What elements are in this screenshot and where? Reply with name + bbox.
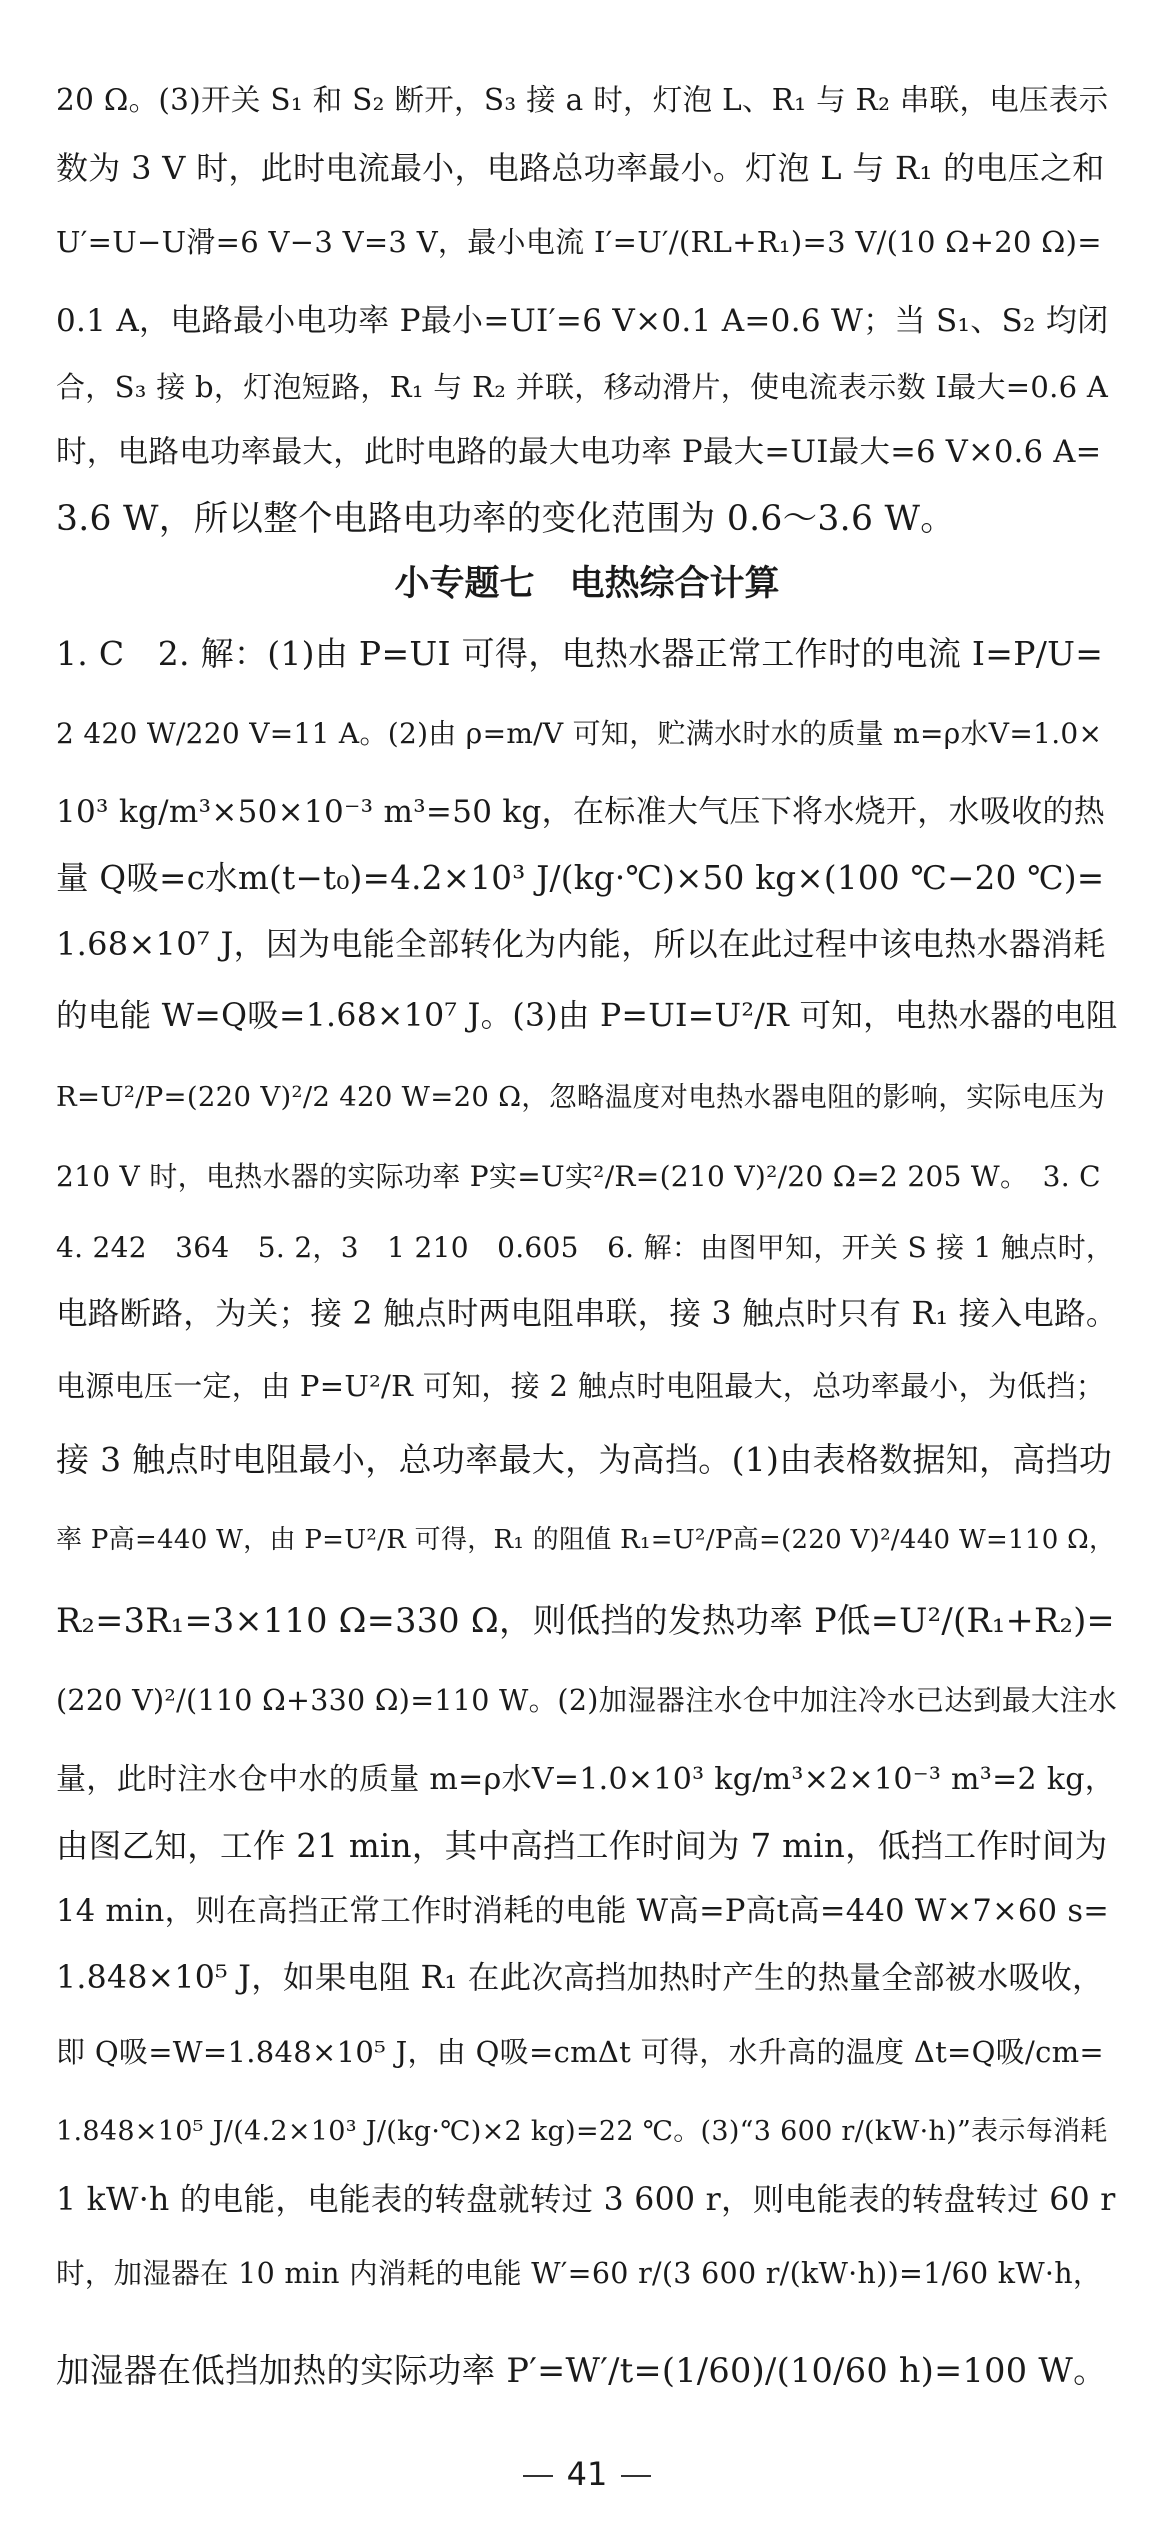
page-number [0,2455,1174,2493]
text-line: 数为 3 V 时，此时电流最小，电路总功率最小。灯泡 L 与 R₁ 的电压之和 [56,149,1105,187]
text-line: 接 3 触点时电阻最小，总功率最大，为高挡。(1)由表格数据知，高挡功 [56,1440,1113,1479]
text-line: 时，电路电功率最大，此时电路的最大电功率 P最大=UI最大=6 V×0.6 A= [56,435,1102,470]
text-line: 率 P高=440 W，由 P=U²/R 可得，R₁ 的阻值 R₁=U²/P高=(220 V)²/440 W=110 Ω， [56,1525,1116,1555]
text-line: 合，S₃ 接 b，灯泡短路，R₁ 与 R₂ 并联，移动滑片，使电流表示数 I最大=0.6 A [56,370,1109,404]
text-line: 1 kW·h 的电能，电能表的转盘就转过 3 600 r，则电能表的转盘转过 60 r [56,2182,1116,2218]
text-line: R=U²/P=(220 V)²/2 420 W=20 Ω，忽略温度对电热水器电阻的影响，实际电压为 [56,1081,1106,1113]
text-line: 加湿器在低挡加热的实际功率 P′=W′/t=(1/60)/(10/60 h)=100 W。 [56,2351,1107,2390]
text-line: 210 V 时，电热水器的实际功率 P实=U实²/R=(210 V)²/20 Ω=2 205 W。 3. C [56,1160,1101,1193]
text-line: 4. 242 364 5. 2，3 1 210 0.605 6. 解：由图甲知，开关 S 接 1 触点时， [56,1231,1115,1264]
text-line: 电源电压一定，由 P=U²/R 可知，接 2 触点时电阻最大，总功率最小，为低挡； [56,1369,1106,1403]
text-line: 14 min，则在高挡正常工作时消耗的电能 W高=P高t高=440 W×7×60 s= [56,1894,1110,1929]
text-line: R₂=3R₁=3×110 Ω=330 Ω，则低挡的发热功率 P低=U²/(R₁+R₂)= [56,1601,1115,1640]
text-line: 20 Ω。(3)开关 S₁ 和 S₂ 断开，S₃ 接 a 时，灯泡 L、R₁ 与 R₂ 串联，电压表示 [56,83,1109,117]
text-line: (220 V)²/(110 Ω+330 Ω)=110 W。(2)加湿器注水仓中加注冷水已达到最大注水 [56,1684,1118,1717]
text-line: 2 420 W/220 V=11 A。(2)由 ρ=m/V 可知，贮满水时水的质量 m=ρ水V=1.0× [56,717,1103,750]
text-line: 1.68×10⁷ J，因为电能全部转化为内能，所以在此过程中该电热水器消耗 [56,925,1106,963]
text-line: 1.848×10⁵ J/(4.2×10³ J/(kg·℃)×2 kg)=22 ℃。(3)“3 600 r/(kW·h)”表示每消耗 [56,2116,1108,2147]
text-line: 量，此时注水仓中水的质量 m=ρ水V=1.0×10³ kg/m³×2×10⁻³ m³=2 kg， [56,1762,1116,1797]
text-line: 0.1 A，电路最小电功率 P最小=UI′=6 V×0.1 A=0.6 W；当 S₁、S₂ 均闭 [56,303,1109,339]
text-line: 时，加湿器在 10 min 内消耗的电能 W′=60 r/(3 600 r/(kW·h))=1/60 kW·h， [56,2257,1102,2290]
text-line: 10³ kg/m³×50×10⁻³ m³=50 kg，在标准大气压下将水烧开，水吸收的热 [56,794,1106,830]
text-line: 1.848×10⁵ J，如果电阻 R₁ 在此次高挡加热时产生的热量全部被水吸收， [56,1960,1104,1996]
text-line: 3.6 W，所以整个电路电功率的变化范围为 0.6～3.6 W。 [56,499,956,539]
text-line: U′=U−U滑=6 V−3 V=3 V，最小电流 I′=U′/(RL+R₁)=3 V/(10 Ω+20 Ω)= [56,225,1102,259]
text-line: 电路断路，为关；接 2 触点时两电阻串联，接 3 触点时只有 R₁ 接入电路。 [56,1296,1118,1332]
page-number-value: 41 [566,2455,608,2493]
text-line: 由图乙知，工作 21 min，其中高挡工作时间为 7 min，低挡工作时间为 [56,1827,1108,1865]
text-line: 的电能 W=Q吸=1.68×10⁷ J。(3)由 P=UI=U²/R 可知，电热水器的电阻 [56,998,1118,1034]
text-line: 1. C 2. 解：(1)由 P=UI 可得，电热水器正常工作时的电流 I=P/U= [56,634,1104,673]
section-title: 小专题七 电热综合计算 [394,564,780,604]
right-dash [621,2475,651,2477]
text-line: 即 Q吸=W=1.848×10⁵ J，由 Q吸=cmΔt 可得，水升高的温度 Δt=Q吸/cm= [56,2035,1105,2069]
text-line: 量 Q吸=c水m(t−t₀)=4.2×10³ J/(kg·℃)×50 kg×(100 ℃−20 ℃)= [56,859,1105,897]
left-dash [523,2475,553,2477]
